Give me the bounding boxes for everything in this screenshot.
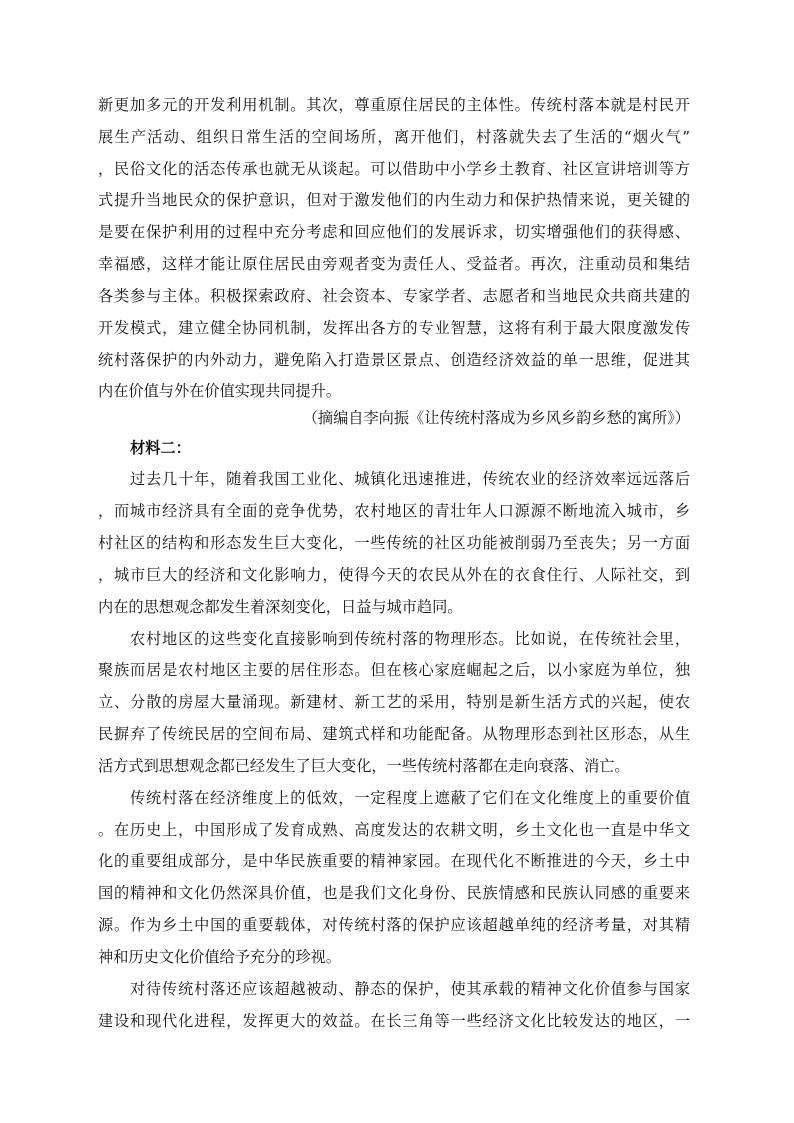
paragraph-line: 国的精神和文化仍然深具价值，也是我们文化身份、民族情感和民族认同感的重要来 xyxy=(98,884,690,902)
paragraph-line: 村社区的结构和形态发生巨大变化，一些传统的社区功能被削弱乃至丧失；另一方面 xyxy=(98,534,690,552)
paragraph-line: 聚族而居是农村地区主要的居住形态。但在核心家庭崛起之后，以小家庭为单位，独 xyxy=(98,661,690,679)
paragraph-line: 立、分散的房屋大量涌现。新建材、新工艺的采用，特别是新生活方式的兴起，使农 xyxy=(98,693,690,711)
paragraph-line: 传统村落在经济维度上的低效，一定程度上遮蔽了它们在文化维度上的重要价值 xyxy=(130,789,690,807)
source-citation: （摘编自李向振《让传统村落成为乡风乡韵乡愁的寓所》） xyxy=(302,409,690,427)
paragraph-line: 过去几十年，随着我国工业化、城镇化迅速推进，传统农业的经济效率远远落后 xyxy=(130,470,690,488)
paragraph-line: 内在价值与外在价值实现共同提升。 xyxy=(98,382,341,400)
paragraph-line: ，而城市经济具有全面的竞争优势，农村地区的青壮年人口源源不断地流入城市，乡 xyxy=(98,502,690,520)
paragraph-line: 建设和现代化进程，发挥更大的效益。在长三角等一些经济文化比较发达的地区，一 xyxy=(98,1012,690,1030)
paragraph-line: 幸福感，这样才能让原住居民由旁观者变为责任人、受益者。再次，注重动员和集结 xyxy=(98,255,690,273)
paragraph-line: 民摒弃了传统民居的空间布局、建筑式样和功能配备。从物理形态到社区形态，从生 xyxy=(98,725,690,743)
paragraph-line: 统村落保护的内外动力，避免陷入打造景区景点、创造经济效益的单一思维，促进其 xyxy=(98,351,690,369)
paragraph-line: 农村地区的这些变化直接影响到传统村落的物理形态。比如说，在传统社会里， xyxy=(130,630,690,648)
paragraph-line: 内在的思想观念都发生着深刻变化，日益与城市趋同。 xyxy=(98,598,463,616)
paragraph-line: ，民俗文化的活态传承也就无从谈起。可以借助中小学乡土教育、社区宣讲培训等方 xyxy=(98,160,690,178)
paragraph-line: 开发模式，建立健全协同机制，发挥出各方的专业智慧，这将有利于最大限度激发传 xyxy=(98,319,690,337)
section-heading: 材料二： xyxy=(130,439,191,457)
paragraph-line: 新更加多元的开发利用机制。其次，尊重原住居民的主体性。传统村落本就是村民开 xyxy=(98,96,690,114)
paragraph-line: 是要在保护利用的过程中充分考虑和回应他们的发展诉求，切实增强他们的获得感、 xyxy=(98,223,690,241)
paragraph-line: 。在历史上，中国形成了发育成熟、高度发达的农耕文明，乡土文化也一直是中华文 xyxy=(98,821,690,839)
paragraph-line: 展生产活动、组织日常生活的空间场所，离开他们，村落就失去了生活的“烟火气” xyxy=(98,128,690,146)
paragraph-line: 源。作为乡土中国的重要载体，对传统村落的保护应该超越单纯的经济考量，对其精 xyxy=(98,916,690,934)
paragraph-line: 式提升当地民众的保护意识，但对于激发他们的内生动力和保护热情来说，更关键的 xyxy=(98,191,690,209)
paragraph-line: 化的重要组成部分，是中华民族重要的精神家园。在现代化不断推进的今天，乡土中 xyxy=(98,852,690,870)
paragraph-line: 活方式到思想观念都已经发生了巨大变化，一些传统村落都在走向衰落、消亡。 xyxy=(98,757,630,775)
paragraph-line: 神和历史文化价值给予充分的珍视。 xyxy=(98,948,341,966)
paragraph-line: 各类参与主体。积极探索政府、社会资本、专家学者、志愿者和当地民众共商共建的 xyxy=(98,287,690,305)
paragraph-line: 对待传统村落还应该超越被动、静态的保护，使其承载的精神文化价值参与国家 xyxy=(130,980,690,998)
paragraph-line: ，城市巨大的经济和文化影响力，使得今天的农民从外在的衣食住行、人际社交，到 xyxy=(98,566,690,584)
